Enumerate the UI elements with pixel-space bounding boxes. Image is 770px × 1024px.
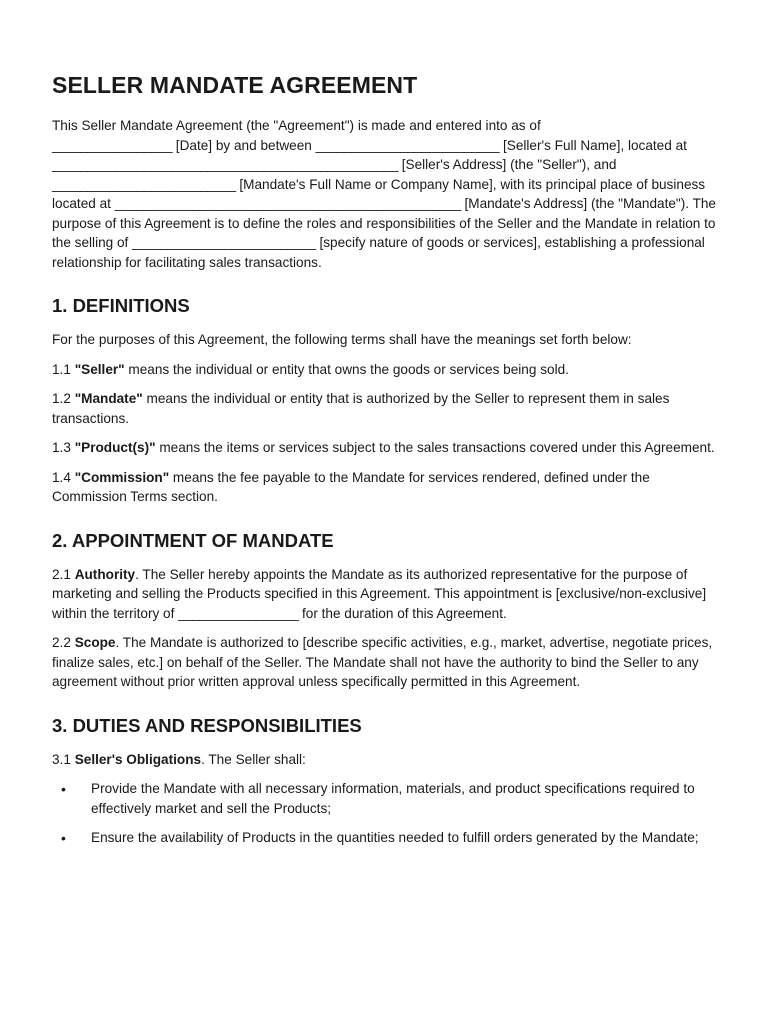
section-heading-duties: 3. DUTIES AND RESPONSIBILITIES xyxy=(52,714,362,736)
authority-clause xyxy=(52,565,718,624)
definition-item xyxy=(52,468,718,507)
intro-text-7: [specify nature of goods or services], establishing a professional relationship for facilitating sales transactions. xyxy=(52,235,705,270)
goods-nature-blank: __________________________ xyxy=(132,235,316,250)
definitions-lead: For the purposes of this Agreement, the following terms shall have the meanings set forth below: xyxy=(52,332,632,347)
clause-number: 2.2 xyxy=(52,635,75,650)
definition-text: means the fee payable to the Mandate for services rendered, defined under the Commission Terms section. xyxy=(52,469,650,504)
list-item xyxy=(52,828,718,848)
definition-term: "Commission" xyxy=(74,469,170,485)
clause-text: . The Seller hereby appoints the Mandate as its authorized representative for the purpose of marketing and selling the Products specified in this Agreement. This appointment is [exclusive/non-exclusive] within the territory of xyxy=(52,566,707,621)
list-item-text: Provide the Mandate with all necessary information, materials, and product specifications required to effectively market and sell the Products; xyxy=(91,781,695,816)
definition-item xyxy=(52,438,718,458)
definition-text: means the items or services subject to the sales transactions covered under this Agreement. xyxy=(155,440,715,455)
bullet-icon: • xyxy=(61,830,66,846)
list-item-text: Ensure the availability of Products in the quantities needed to fulfill orders generated by the Mandate; xyxy=(91,830,699,845)
intro-text-4: [Seller's Address] (the "Seller"), and xyxy=(397,157,617,172)
clause-text: . The Seller shall: xyxy=(201,751,306,767)
mandate-name-blank: __________________________ xyxy=(52,176,236,192)
definition-number: 1.4 xyxy=(52,469,75,485)
section-heading-definitions: 1. DEFINITIONS xyxy=(52,295,190,316)
definition-number: 1.2 xyxy=(52,391,75,406)
clause-term: Authority xyxy=(74,566,136,582)
definition-text: means the individual or entity that owns the goods or services being sold. xyxy=(124,361,569,377)
intro-paragraph xyxy=(52,116,718,272)
clause-number: 3.1 xyxy=(52,751,75,767)
clause-text: . The Mandate is authorized to [describe specific activities, e.g., market, advertise, negotiate prices, finalize sales, etc.] on behalf of the Seller. The Mandate shall not have the authority to bind the Seller to any agreement without prior written approval unless specifically permitted in this Agreement. xyxy=(52,635,713,689)
intro-text-1: This Seller Mandate Agreement (the "Agreement") is made and entered into as of xyxy=(52,118,541,133)
seller-address-blank: _________________________________________________ xyxy=(52,157,398,172)
date-blank: _________________ xyxy=(52,137,173,153)
mandate-address-blank: _________________________________________________ xyxy=(114,196,461,211)
definition-term: "Product(s)" xyxy=(74,440,156,455)
definition-term: "Seller" xyxy=(74,361,125,377)
definition-number: 1.3 xyxy=(52,440,75,455)
list-item xyxy=(52,779,718,818)
intro-text-2: [Date] by and between xyxy=(172,137,316,153)
seller-name-blank: __________________________ xyxy=(315,137,500,153)
section-heading-appointment: 2. APPOINTMENT OF MANDATE xyxy=(52,529,334,551)
definition-term: "Mandate" xyxy=(74,391,143,406)
definition-text: means the individual or entity that is authorized by the Seller to represent them in sales transactions. xyxy=(52,391,670,426)
intro-text-6: [Mandate's Address] (the "Mandate"). The purpose of this Agreement is to define the roles and responsibilities of the Seller and the Mandate in relation to the selling of xyxy=(52,196,716,250)
clause-text: for the duration of this Agreement. xyxy=(298,605,507,621)
seller-obligations-clause xyxy=(52,750,718,770)
intro-text-3: [Seller's Full Name], located at xyxy=(499,137,687,153)
obligations-list xyxy=(52,779,718,848)
document-title: SELLER MANDATE AGREEMENT xyxy=(52,72,418,98)
territory-blank: _________________ xyxy=(178,605,299,621)
definition-item xyxy=(52,389,718,428)
scope-clause xyxy=(52,633,718,692)
clause-term: Scope xyxy=(74,635,116,650)
definition-item xyxy=(52,360,718,380)
clause-term: Seller's Obligations xyxy=(74,751,202,767)
clause-number: 2.1 xyxy=(52,566,75,582)
intro-text-5: [Mandate's Full Name or Company Name], with its principal place of business located at xyxy=(52,176,706,211)
definition-number: 1.1 xyxy=(52,361,75,377)
bullet-icon: • xyxy=(61,781,66,797)
